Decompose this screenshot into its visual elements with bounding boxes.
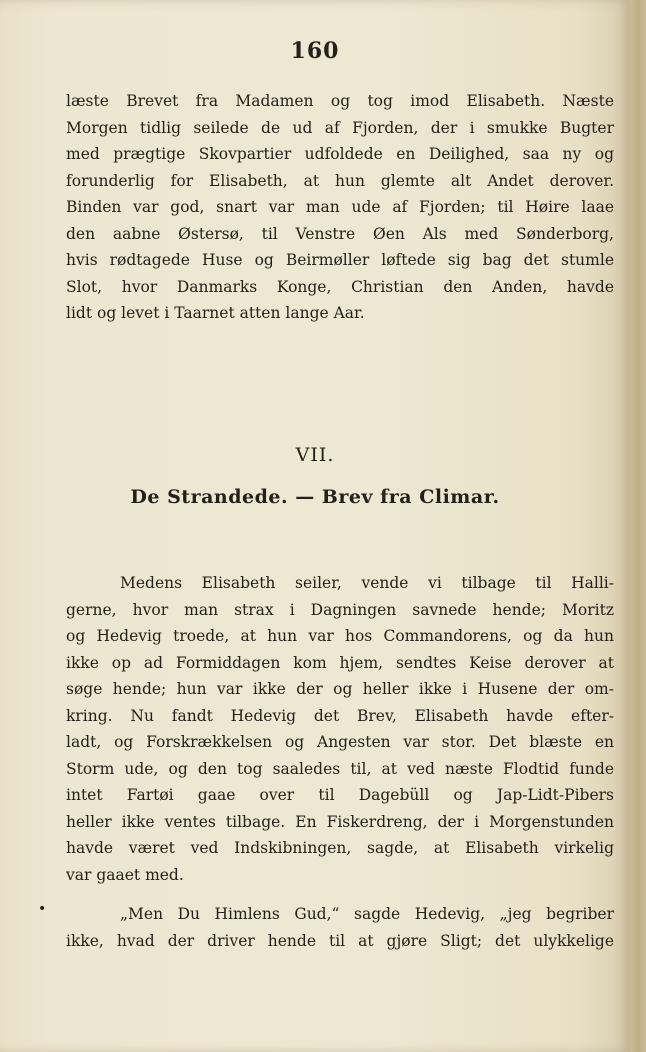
paragraph-3 bbox=[66, 901, 614, 954]
paragraph-1 bbox=[66, 88, 614, 327]
text-line: var gaaet med. bbox=[66, 865, 184, 884]
text-line: Morgen tidlig seilede de ud af Fjorden, der i smukke Bugter bbox=[66, 118, 614, 137]
text-line: heller ikke ventes tilbage. En Fiskerdreng, der i Morgenstunden bbox=[66, 812, 614, 831]
text-line: forunderlig for Elisabeth, at hun glemte alt Andet derover. bbox=[66, 171, 614, 190]
text-line: ikke, hvad der driver hende til at gjøre Sligt; det ulykkelige bbox=[66, 931, 614, 950]
text-line: hvis rødtagede Huse og Beirmøller løftede sig bag det stumle bbox=[66, 251, 614, 269]
text-line: havde været ved Indskibningen, sagde, at Elisabeth virkelig bbox=[66, 839, 614, 857]
page-number: 160 bbox=[290, 38, 340, 64]
text-line: læste Brevet fra Madamen og tog imod Elisabeth. Næste bbox=[66, 92, 614, 110]
text-line: ladt, og Forskrækkelsen og Angesten var stor. Det blæste en bbox=[66, 733, 614, 751]
paragraph-2 bbox=[66, 570, 614, 888]
text-line: gerne, hvor man strax i Dagningen savnede hende; Moritz bbox=[66, 600, 614, 619]
text-line: og Hedevig troede, at hun var hos Commandorens, og da hun bbox=[66, 627, 614, 645]
chapter-title: De Strandede. — Brev fra Climar. bbox=[130, 486, 500, 508]
text-line: søge hende; hun var ikke der og heller ikke i Husene der om- bbox=[66, 680, 614, 698]
text-line: „Men Du Himlens Gud,“ sagde Hedevig, „jeg begriber bbox=[120, 905, 614, 923]
chapter-number: VII. bbox=[295, 444, 335, 466]
text-line: intet Fartøi gaae over til Dagebüll og Jap-Lidt-Pibers bbox=[66, 786, 614, 804]
text-line: lidt og levet i Taarnet atten lange Aar. bbox=[66, 304, 365, 322]
text-line: Slot, hvor Danmarks Konge, Christian den Anden, havde bbox=[66, 277, 614, 296]
text-line: ikke op ad Formiddagen kom hjem, sendtes Keise derover at bbox=[66, 653, 614, 672]
text-line: Medens Elisabeth seiler, vende vi tilbage til Halli- bbox=[120, 574, 614, 592]
text-line: Storm ude, og den tog saaledes til, at ved næste Flodtid funde bbox=[66, 759, 614, 778]
text-line: kring. Nu fandt Hedevig det Brev, Elisabeth havde efter- bbox=[66, 706, 614, 725]
margin-mark: • bbox=[38, 901, 47, 917]
page-edge bbox=[630, 0, 646, 1052]
text-line: den aabne Østersø, til Venstre Øen Als med Sønderborg, bbox=[66, 224, 614, 243]
text-line: Binden var god, snart var man ude af Fjorden; til Høire laae bbox=[66, 198, 614, 216]
text-line: med prægtige Skovpartier udfoldede en Deilighed, saa ny og bbox=[66, 145, 614, 163]
